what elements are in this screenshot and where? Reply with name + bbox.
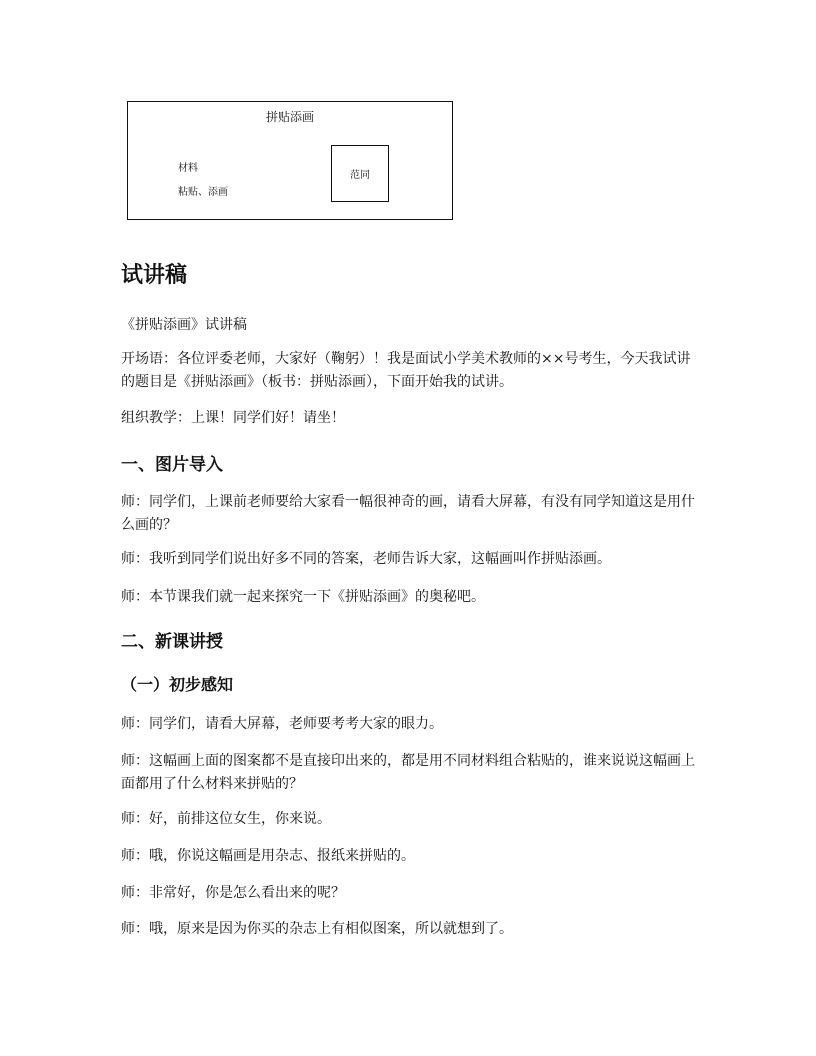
section1-paragraph: 师：我听到同学们说出好多不同的答案，老师告诉大家，这幅画叫作拼贴添画。 xyxy=(121,551,611,567)
document-subtitle: 《拼贴添画》试讲稿 xyxy=(121,317,247,333)
organization-paragraph: 组织教学：上课！同学们好！请坐！ xyxy=(121,410,345,426)
blackboard-diagram xyxy=(127,101,453,220)
section2-paragraph: 师：哦，原来是因为你买的杂志上有相似图案，所以就想到了。 xyxy=(121,921,513,937)
board-inner-box xyxy=(331,145,389,202)
section1-heading: 一、图片导入 xyxy=(121,455,223,475)
board-material-label: 材料 xyxy=(178,163,198,174)
section2-subheading: （一）初步感知 xyxy=(121,675,234,694)
opening-paragraph: 开场语：各位评委老师，大家好（鞠躬）！我是面试小学美术教师的××号考生，今天我试讲的题目是《拼贴添画》（板书：拼贴添画），下面开始我的试讲。 xyxy=(121,351,691,390)
section2-paragraph: 师：好，前排这位女生，你来说。 xyxy=(121,811,331,827)
section1-paragraph: 师：同学们，上课前老师要给大家看一幅很神奇的画，请看大屏幕，有没有同学知道这是用什么画的？ xyxy=(121,494,695,533)
board-title: 拼贴添画 xyxy=(265,110,314,124)
board-inner-box-label: 范同 xyxy=(350,170,370,181)
section2-paragraph: 师：这幅画上面的图案都不是直接印出来的，都是用不同材料组合粘贴的，谁来说说这幅画上面都用了什么材料来拼贴的？ xyxy=(121,753,695,792)
document-title: 试讲稿 xyxy=(121,263,188,288)
board-technique-label: 粘贴、添画 xyxy=(178,187,228,198)
section2-paragraph: 师：非常好，你是怎么看出来的呢？ xyxy=(121,885,345,901)
section1-paragraph: 师：本节课我们就一起来探究一下《拼贴添画》的奥秘吧。 xyxy=(121,589,485,605)
section2-heading: 二、新课讲授 xyxy=(121,632,223,652)
section2-paragraph: 师：哦，你说这幅画是用杂志、报纸来拼贴的。 xyxy=(121,848,415,864)
section2-paragraph: 师：同学们，请看大屏幕，老师要考考大家的眼力。 xyxy=(121,716,443,732)
